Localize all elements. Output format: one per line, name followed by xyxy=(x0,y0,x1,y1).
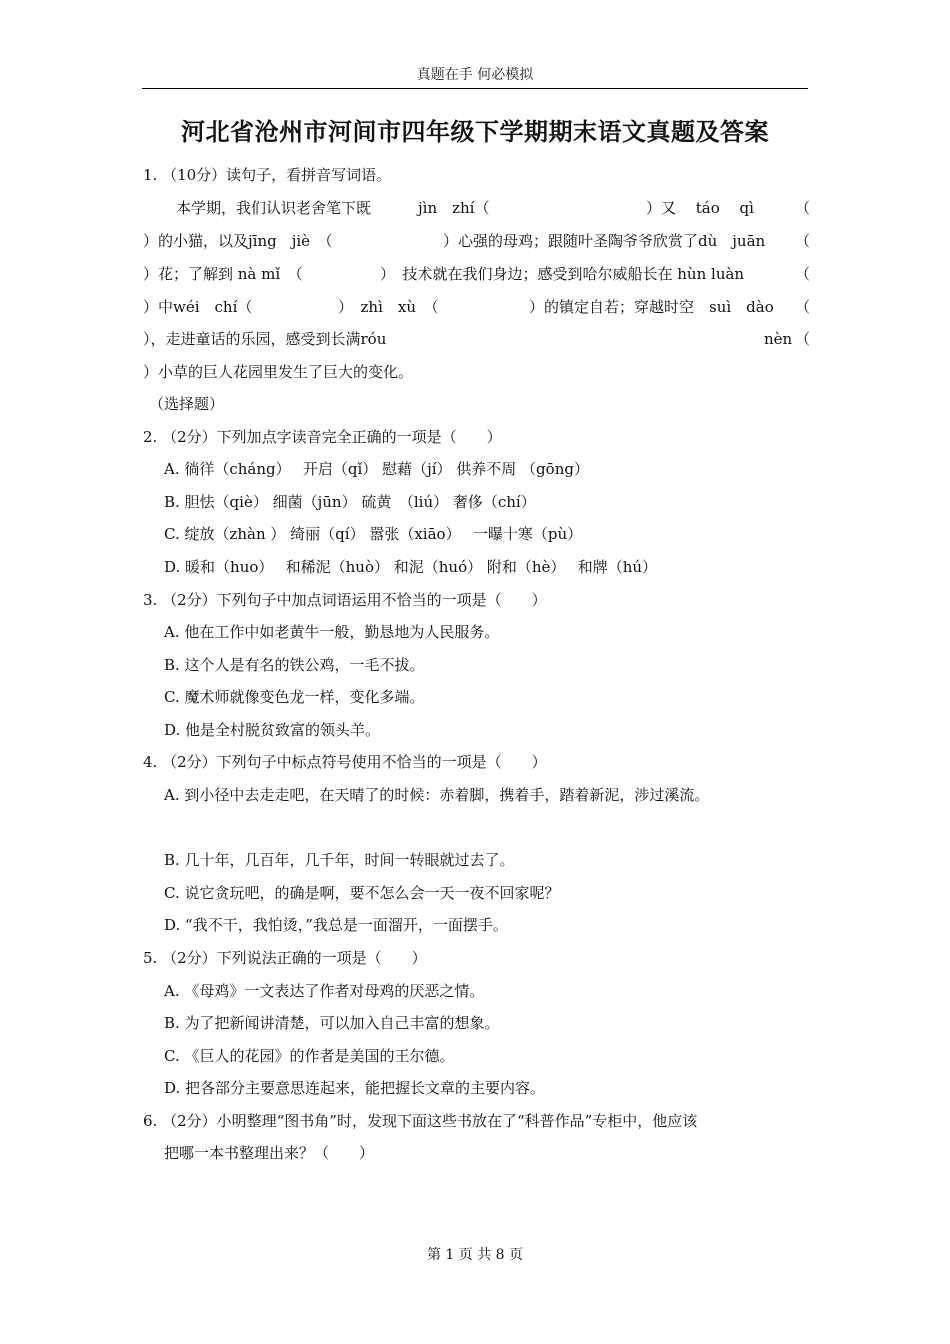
header-divider xyxy=(142,88,808,89)
question-2-option-a: A. 徜徉（cháng） 开启（qǐ） 慰藉（jí） 供养不周 （gōng） xyxy=(164,460,589,478)
question-2-stem: 2. （2分）下列加点字读音完全正确的一项是（ ） xyxy=(143,428,502,446)
question-3-option-a: A. 他在工作中如老黄牛一般，勤恳地为人民服务。 xyxy=(164,623,500,641)
question-3-option-d: D. 他是全村脱贫致富的领头羊。 xyxy=(164,721,381,739)
q1-text: ）又 táo qì xyxy=(646,199,754,217)
question-2-option-b: B. 胆怯（qiè） 细菌（jūn） 硫黄 （liú） 奢侈（chí） xyxy=(164,493,536,511)
q1-pinyin: nèn xyxy=(764,330,793,348)
q1-text: （ xyxy=(795,232,811,250)
question-2-option-c: C. 绽放（zhàn ） 绮丽（qí） 嚣张（xiāo） 一曝十寒（pù） xyxy=(164,525,583,543)
question-4-option-b: B. 几十年，几百年，几千年，时间一转眼就过去了。 xyxy=(164,851,515,869)
page-header: 真题在手 何必模拟 xyxy=(416,67,534,83)
question-1-stem: 1. （10分）读句子，看拼音写词语。 xyxy=(143,166,392,184)
q1-text: ）花；了解到 nà mǐ （ xyxy=(143,265,303,283)
document-title: 河北省沧州市河间市四年级下学期期末语文真题及答案 xyxy=(181,117,769,146)
q1-text: 本学期，我们认识老舍笔下既 xyxy=(176,199,372,217)
q1-text: ）心强的母鸡；跟随叶圣陶爷爷欣赏了dù juān xyxy=(443,232,766,250)
q1-text: （ xyxy=(795,199,811,217)
q1-text: ）小草的巨人花园里发生了巨大的变化。 xyxy=(143,363,414,381)
q1-text: ）的小猫，以及jīng jiè （ xyxy=(143,232,333,250)
question-3-option-c: C. 魔术师就像变色龙一样，变化多端。 xyxy=(164,688,425,706)
q1-text: ）的镇定自若；穿越时空 suì dào xyxy=(529,298,774,316)
q1-text: ），走进童话的乐园，感受到长满róu xyxy=(143,330,387,348)
question-2-option-d: D. 暖和（huo） 和稀泥（huò） 和泥（huó） 附和（hè） 和牌（hú） xyxy=(164,558,658,576)
question-6-stem: 6. （2分）小明整理“图书角”时，发现下面这些书放在了“科普作品”专柜中，他应该 xyxy=(143,1112,698,1130)
question-4-option-a: A. 到小径中去走走吧，在天晴了的时候：赤着脚，携着手，踏着新泥，涉过溪流。 xyxy=(164,786,710,804)
question-3-stem: 3. （2分）下列句子中加点词语运用不恰当的一项是（ ） xyxy=(143,591,547,609)
section-label: （选择题） xyxy=(149,395,225,413)
q1-text: （ xyxy=(795,330,811,348)
question-4-stem: 4. （2分）下列句子中标点符号使用不恰当的一项是（ ） xyxy=(143,753,547,771)
question-5-stem: 5. （2分）下列说法正确的一项是（ ） xyxy=(143,949,427,967)
question-6-stem-continued: 把哪一本书整理出来？（ ） xyxy=(164,1144,375,1162)
q1-text: ）中wéi chí（ xyxy=(143,298,253,316)
question-4-option-c: C. 说它贪玩吧，的确是啊，要不怎么会一天一夜不回家呢？ xyxy=(164,884,560,902)
question-4-option-d: D. “我不干，我怕烫，”我总是一面溜开，一面摆手。 xyxy=(164,916,508,934)
q1-text: （ xyxy=(795,298,811,316)
question-5-option-d: D. 把各部分主要意思连起来，能把握长文章的主要内容。 xyxy=(164,1079,546,1097)
q1-text: ） zhì xù （ xyxy=(338,298,439,316)
q1-pinyin: jìn zhí（ xyxy=(418,199,490,217)
q1-text: ） 技术就在我们身边；感受到哈尔威船长在 hùn luàn xyxy=(380,265,745,283)
question-5-option-c: C. 《巨人的花园》的作者是美国的王尔德。 xyxy=(164,1047,455,1065)
question-3-option-b: B. 这个人是有名的铁公鸡，一毛不拔。 xyxy=(164,656,425,674)
question-5-option-a: A. 《母鸡》一文表达了作者对母鸡的厌恶之情。 xyxy=(164,982,485,1000)
question-5-option-b: B. 为了把新闻讲清楚，可以加入自己丰富的想象。 xyxy=(164,1014,500,1032)
q1-text: （ xyxy=(795,265,811,283)
page-footer: 第 1 页 共 8 页 xyxy=(426,1247,524,1263)
